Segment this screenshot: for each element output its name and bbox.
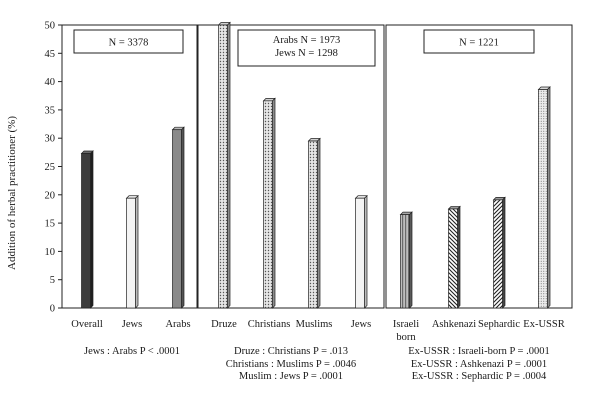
y-tick-label: 30 bbox=[44, 133, 55, 145]
sample-size-label: Arabs N = 1973 bbox=[272, 35, 341, 46]
bar-front bbox=[264, 101, 273, 308]
sample-size-label: N = 1221 bbox=[459, 37, 499, 49]
bar-side bbox=[503, 197, 506, 308]
bar-side bbox=[365, 196, 368, 308]
bar-christians bbox=[264, 98, 276, 308]
y-tick-label: 5 bbox=[49, 275, 55, 287]
panel-2-stats bbox=[198, 346, 384, 384]
chart-panels bbox=[62, 23, 572, 344]
bar-muslims bbox=[309, 139, 321, 308]
bar-side bbox=[182, 127, 185, 308]
bar-front bbox=[82, 153, 91, 308]
bar-side bbox=[458, 206, 461, 308]
bar-front bbox=[309, 141, 318, 308]
y-tick-label: 10 bbox=[44, 246, 55, 258]
bar-front bbox=[494, 200, 503, 308]
significance-note: Druze : Christians P = .013 bbox=[233, 346, 349, 357]
category-label: Christians bbox=[247, 319, 291, 330]
y-tick-label: 15 bbox=[44, 218, 55, 230]
bar-front bbox=[127, 198, 136, 308]
y-axis-label: Addition of herbal practitioner (%) bbox=[6, 116, 18, 270]
category-label: Ashkenazi bbox=[431, 319, 477, 330]
y-tick-label: 45 bbox=[44, 48, 55, 60]
bar-ex-ussr bbox=[539, 87, 551, 308]
category-label: Jews bbox=[121, 319, 143, 330]
bar-front bbox=[356, 198, 365, 308]
y-tick-label: 35 bbox=[44, 105, 55, 117]
sample-size-label: Jews N = 1298 bbox=[275, 48, 338, 59]
bar-front bbox=[449, 209, 458, 308]
bar-side bbox=[136, 196, 139, 308]
significance-note: Jews : Arabs P < .0001 bbox=[84, 346, 180, 357]
significance-note: Ex-USSR : Sephardic P = .0004 bbox=[411, 371, 547, 382]
category-label: Ex-USSR bbox=[523, 319, 565, 330]
bar-side bbox=[410, 212, 413, 308]
bar-jews bbox=[127, 196, 139, 308]
bar-front bbox=[219, 25, 228, 308]
category-label: Sephardic bbox=[478, 319, 520, 330]
bar-side bbox=[548, 87, 551, 308]
category-label: born bbox=[396, 332, 416, 343]
bar-front bbox=[173, 130, 182, 308]
bar-side bbox=[273, 98, 276, 308]
bar-sephardic bbox=[494, 197, 506, 308]
panel-2 bbox=[198, 23, 384, 331]
bar-front bbox=[539, 90, 548, 308]
panel-1 bbox=[62, 25, 197, 330]
category-label: Israeli bbox=[392, 319, 420, 330]
y-tick-label: 40 bbox=[44, 77, 55, 89]
bar-ashkenazi bbox=[449, 206, 461, 308]
panel-1-stats bbox=[62, 346, 202, 359]
y-axis bbox=[45, 21, 63, 315]
bar-israeli-born bbox=[401, 212, 413, 308]
y-tick-label: 25 bbox=[44, 162, 55, 173]
bar-jews bbox=[356, 196, 368, 308]
panel-3 bbox=[386, 25, 572, 343]
bar-overall bbox=[82, 151, 94, 308]
significance-note: Christians : Muslims P = .0046 bbox=[225, 358, 357, 370]
category-label: Overall bbox=[71, 319, 103, 330]
category-label: Muslims bbox=[295, 319, 333, 330]
category-label: Druze bbox=[211, 319, 237, 330]
panel-3-stats bbox=[386, 346, 572, 384]
bar-druze bbox=[219, 23, 231, 309]
significance-note: Ex-USSR : Israeli-born P = .0001 bbox=[408, 346, 550, 357]
category-label: Arabs bbox=[165, 319, 191, 330]
bar-side bbox=[318, 139, 321, 308]
y-tick-label: 20 bbox=[44, 190, 55, 202]
bar-side bbox=[91, 151, 94, 308]
significance-note: Ex-USSR : Ashkenazi P = .0001 bbox=[410, 358, 548, 370]
y-tick-label: 50 bbox=[44, 20, 55, 32]
sample-size-label: N = 3378 bbox=[108, 37, 149, 49]
significance-note: Muslim : Jews P = .0001 bbox=[238, 371, 344, 382]
category-label: Jews bbox=[350, 319, 372, 330]
bar-front bbox=[401, 215, 410, 308]
bar-arabs bbox=[173, 127, 185, 308]
bar-side bbox=[228, 23, 231, 309]
y-tick-label: 0 bbox=[49, 303, 55, 315]
